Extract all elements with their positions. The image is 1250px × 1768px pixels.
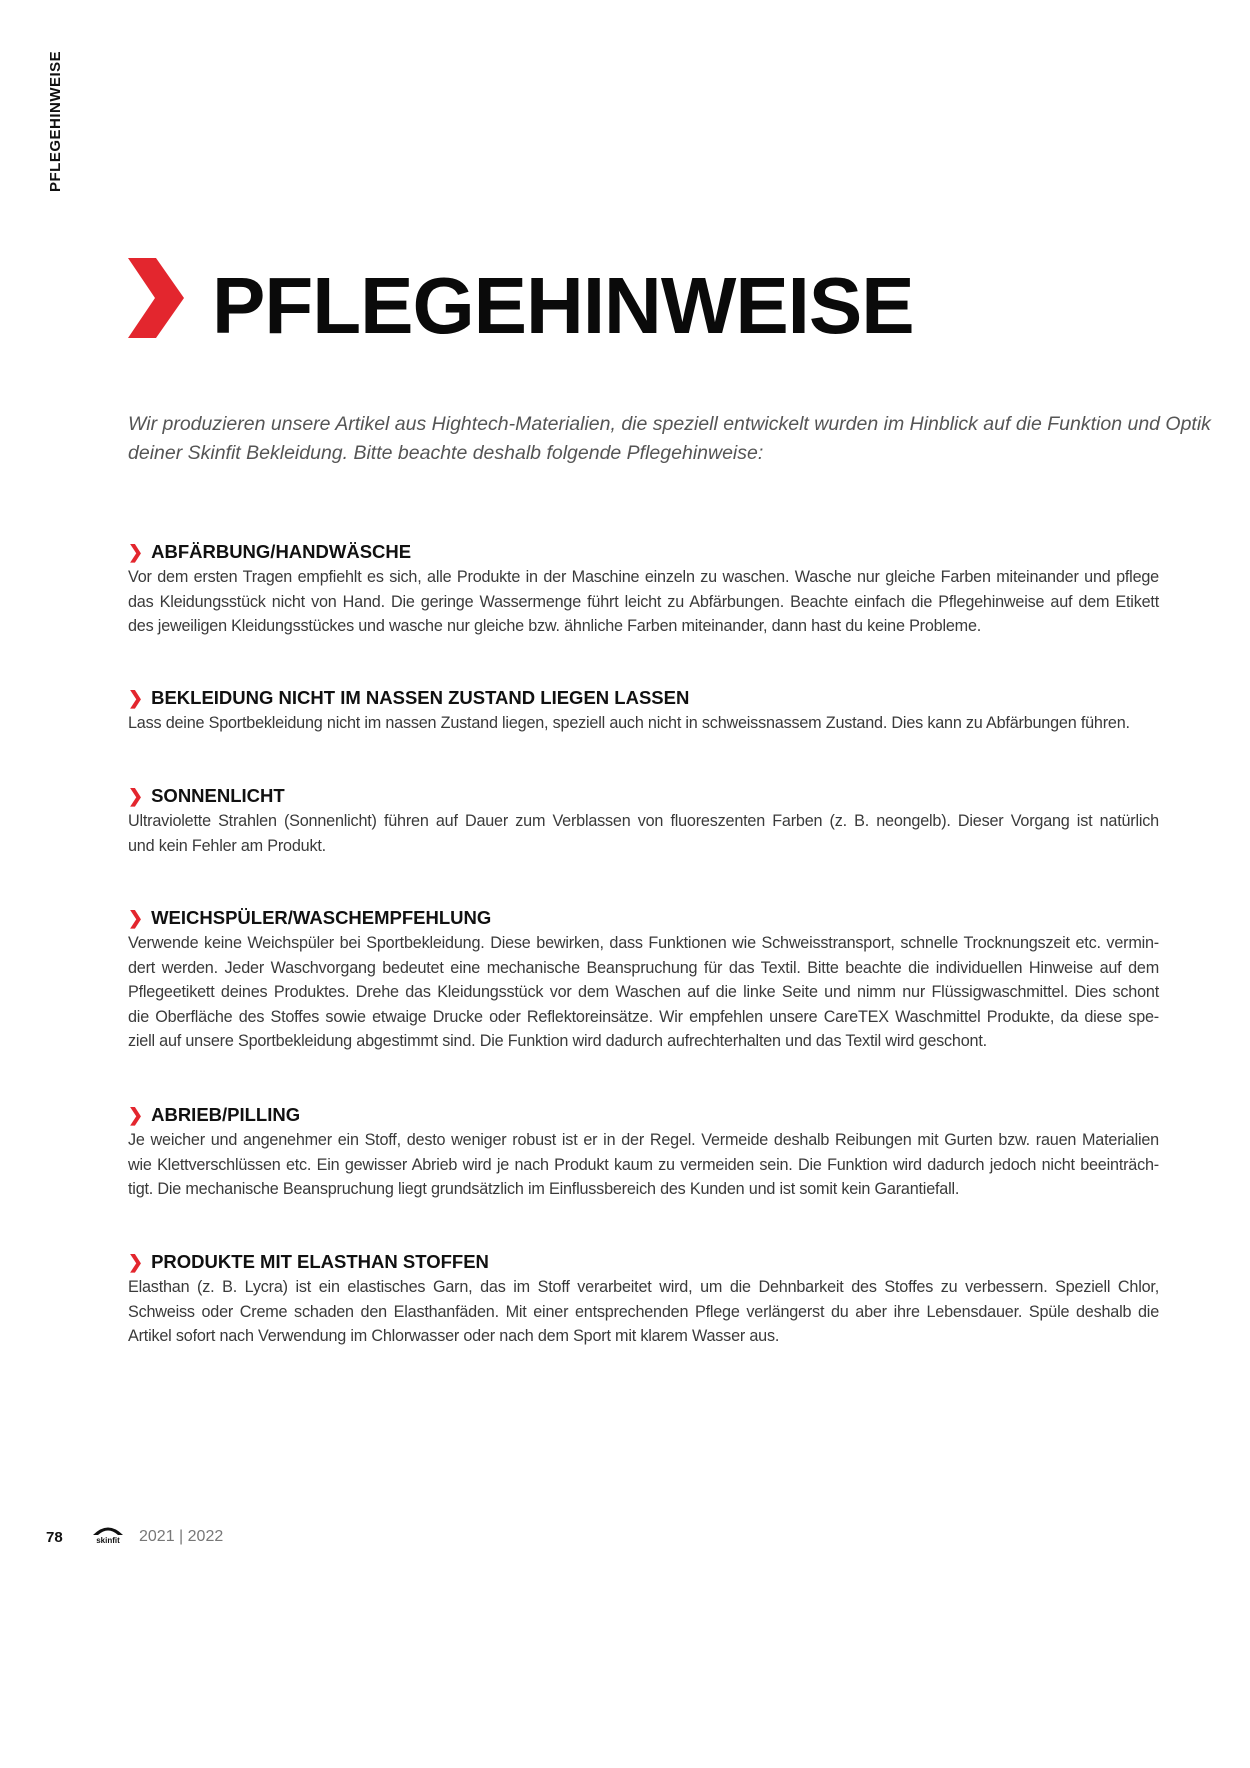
care-section: [128, 906, 1159, 1054]
section-heading: [128, 540, 1159, 564]
care-section: [128, 540, 1159, 639]
section-heading: [128, 686, 1159, 710]
section-body-line: Verwende keine Weichspüler bei Sportbekleidung. Diese bewirken, dass Funktionen wie Schweisstransport, schnelle Trocknungszeit etc. vermin-: [128, 934, 1159, 952]
chevron-bullet-icon: ❯: [128, 1105, 144, 1125]
section-body: [128, 931, 1159, 1054]
chevron-icon: [128, 258, 184, 338]
section-heading: [128, 1250, 1159, 1274]
section-heading-text: WEICHSPÜLER/WASCHEMPFEHLUNG: [151, 907, 492, 928]
page-title: PFLEGEHINWEISE: [212, 261, 914, 350]
section-heading-text: ABFÄRBUNG/HANDWÄSCHE: [151, 541, 412, 562]
footer: [46, 1524, 223, 1550]
care-section: [128, 1250, 1159, 1349]
section-heading: [128, 1103, 1159, 1127]
side-section-label: PFLEGEHINWEISE: [47, 50, 64, 192]
section-body-line: ziell auf unsere Sportbekleidung abgestimmt sind. Die Funktion wird dadurch aufrechterhalten und das Textil wird geschont.: [128, 1032, 987, 1050]
section-heading-text: ABRIEB/PILLING: [151, 1104, 301, 1125]
section-heading: [128, 906, 1159, 930]
logo-text: skinfit: [96, 1536, 120, 1545]
chevron-bullet-icon: ❯: [128, 1252, 144, 1272]
chevron-bullet-icon: ❯: [128, 786, 144, 806]
section-body-line: Elasthan (z. B. Lycra) ist ein elastisches Garn, das im Stoff verarbeitet wird, um die Dehnbarkeit des Stoffes zu verbessern. Speziell Chlor,: [128, 1278, 1159, 1296]
section-body-line: Ultraviolette Strahlen (Sonnenlicht) führen auf Dauer zum Verblassen von fluoreszenten Farben (z. B. neongelb). Dieser Vorgang ist natürlich: [128, 812, 1159, 830]
chevron-bullet-icon: ❯: [128, 688, 144, 708]
section-body-line: Je weicher und angenehmer ein Stoff, desto weniger robust ist er in der Regel. Vermeide deshalb Reibungen mit Gurten bzw. rauen Materialien: [128, 1131, 1159, 1149]
section-body-line: die Oberfläche des Stoffes sowie etwaige Drucke oder Reflektoreinsätze. Wir empfehlen unsere CareTEX Waschmittel Produkte, da diese spe-: [128, 1007, 1159, 1026]
section-body-line: Lass deine Sportbekleidung nicht im nassen Zustand liegen, speziell auch nicht in schweissnassem Zustand. Dies kann zu Abfärbungen führen.: [128, 714, 1130, 732]
section-body-line: dert werden. Jeder Waschvorgang bedeutet eine mechanische Beanspruchung für das Textil. Bitte beachte die individuellen Hinweise auf dem: [128, 958, 1159, 977]
logo-arc-icon: [91, 1524, 125, 1536]
care-section: [128, 1103, 1159, 1202]
intro-paragraph: [128, 410, 1211, 468]
section-body: [128, 711, 1159, 736]
section-body-line: Schweiss oder Creme schaden den Elasthanfäden. Mit einer entsprechenden Pflege verlängerst du aber ihre Lebensdauer. Spüle deshalb die: [128, 1302, 1159, 1321]
section-body-line: und kein Fehler am Produkt.: [128, 836, 326, 855]
chevron-bullet-icon: ❯: [128, 908, 144, 928]
section-body: [128, 809, 1159, 858]
catalog-years: 2021 | 2022: [139, 1528, 224, 1545]
section-body: [128, 565, 1159, 639]
section-heading-text: PRODUKTE MIT ELASTHAN STOFFEN: [151, 1251, 489, 1272]
section-body-line: das Kleidungsstück nicht von Hand. Die geringe Wassermenge führt leicht zu Abfärbungen. Beachte einfach die Pflegehinweise auf dem Etikett: [128, 592, 1159, 611]
page-number: 78: [46, 1528, 63, 1546]
section-body-line: des jeweiligen Kleidungsstückes und wasche nur gleiche bzw. ähnliche Farben miteinander, dann hast du keine Probleme.: [128, 617, 982, 635]
section-body-line: tigt. Die mechanische Beanspruchung liegt grundsätzlich im Einflussbereich des Kunden und ist somit kein Garantiefall.: [128, 1180, 960, 1198]
section-heading: [128, 784, 1159, 808]
section-body: [128, 1275, 1159, 1349]
intro-line: Wir produzieren unsere Artikel aus Hightech-Materialien, die speziell entwickelt wurden im Hinblick auf die Funktion und Optik: [128, 413, 1211, 435]
care-section: [128, 784, 1159, 858]
section-heading-text: SONNENLICHT: [151, 785, 285, 806]
intro-line: deiner Skinfit Bekleidung. Bitte beachte deshalb folgende Pflegehinweise:: [128, 442, 764, 464]
section-body: [128, 1128, 1159, 1202]
section-body-line: Artikel sofort nach Verwendung im Chlorwasser oder nach dem Sport mit klarem Wasser aus.: [128, 1327, 780, 1345]
section-body-line: Vor dem ersten Tragen empfiehlt es sich, alle Produkte in der Maschine einzeln zu waschen. Wasche nur gleiche Farben miteinander und pflege: [128, 568, 1159, 586]
care-section: [128, 686, 1159, 736]
skinfit-logo: [90, 1524, 126, 1550]
chevron-bullet-icon: ❯: [128, 542, 144, 562]
section-body-line: Pflegeetikett deines Produktes. Drehe das Kleidungsstück vor dem Waschen auf die linke Seite und nimm nur Flüssigwaschmittel. Dies schont: [128, 983, 1159, 1001]
section-body-line: wie Klettverschlüssen etc. Ein gewisser Abrieb wird je nach Produkt kaum zu vermeiden sein. Die Funktion wird dadurch jedoch nicht beeinträch-: [128, 1155, 1159, 1174]
section-heading-text: BEKLEIDUNG NICHT IM NASSEN ZUSTAND LIEGEN LASSEN: [151, 687, 690, 708]
